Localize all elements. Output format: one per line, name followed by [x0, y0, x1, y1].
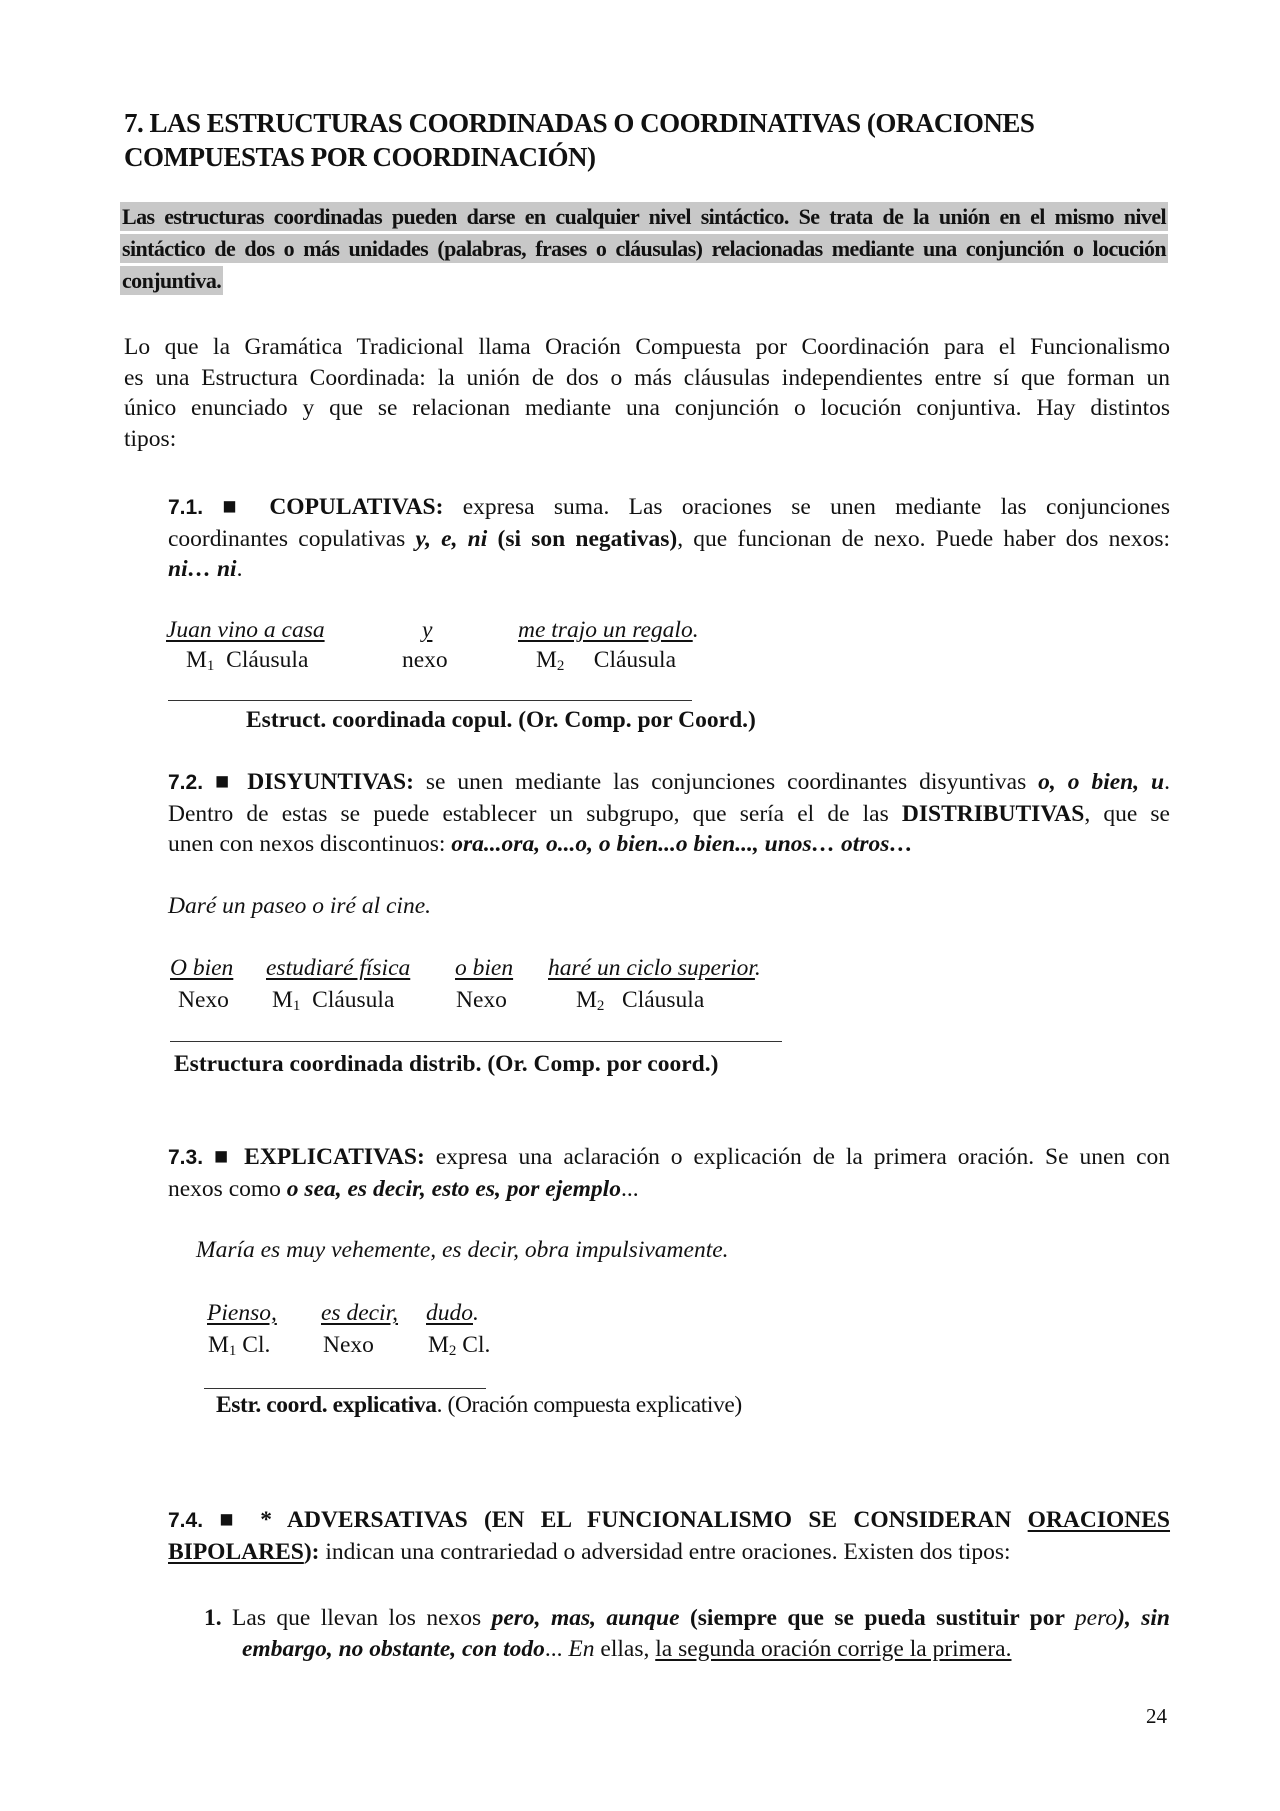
nexos-list: o sea, es decir, esto es, por ejemplo — [286, 1175, 621, 1202]
label-m: M — [186, 647, 207, 673]
item-underlined: la segunda oración corrige la primera. — [655, 1635, 1012, 1662]
label-m2 — [428, 1332, 490, 1360]
item-text: Las que llevan los nexos — [221, 1605, 492, 1631]
label-nexo: nexo — [402, 647, 448, 673]
section-number: 7.3. — [168, 1146, 204, 1169]
label-nexo-1: Nexo — [178, 987, 229, 1013]
section-7-3 — [168, 1142, 1170, 1204]
label-m: M — [536, 647, 557, 673]
label-clausula: Cláusula — [226, 647, 309, 673]
label-clausula: Cláusula — [622, 987, 705, 1013]
label-nexo-2: Nexo — [456, 987, 507, 1013]
example-copulative-line — [166, 617, 325, 644]
section-7-4 — [168, 1505, 1170, 1567]
item-note: ), — [1117, 1605, 1131, 1631]
section-heading: COPULATIVAS: — [269, 494, 444, 520]
example-nexo-2 — [455, 955, 513, 982]
example-sentence: Daré un paseo o iré al cine. — [168, 893, 432, 919]
section-heading: * ADVERSATIVAS (EN EL FUNCIONALISMO SE CONSIDERAN — [260, 1507, 1028, 1533]
example-nexo: O bien — [170, 955, 234, 981]
definition-paragraph — [124, 332, 1170, 454]
label-m: M — [428, 1332, 449, 1358]
period: . — [754, 955, 761, 981]
note-negative: (si son negativas) — [487, 525, 678, 552]
section-number: 7.2. — [168, 771, 204, 794]
period: . — [473, 1300, 479, 1326]
section-text: indican una contrariedad o adversidad entre oraciones. Existen dos tipos: — [319, 1538, 1011, 1565]
section-number: 7.1. — [168, 496, 204, 519]
example-clause-1: Juan vino a casa — [166, 617, 325, 643]
caption-rest: . (Oración compuesta explicative) — [436, 1392, 742, 1418]
bullet-icon: ■ — [222, 494, 250, 520]
label-clausula: Cláusula — [312, 987, 395, 1013]
example-clause-1 — [266, 955, 410, 982]
conjunctions: o, o bien, u — [1038, 769, 1165, 795]
section-7-2 — [168, 767, 1170, 860]
section-text: Dentro de estas se puede establecer un subgrupo, que sería el de las — [168, 800, 902, 827]
definition-line: único enunciado y que se relacionan mediante una conjunción o locución conjuntiva. Hay distintos — [124, 395, 1170, 421]
section-heading: ): — [303, 1538, 320, 1565]
example-clause-2-wrap — [518, 617, 699, 644]
period: . — [692, 617, 699, 643]
label-m: M — [576, 987, 597, 1013]
period: . — [1164, 769, 1170, 795]
label-m: M — [208, 1332, 229, 1358]
label-m1 — [208, 1332, 270, 1360]
item-note: (siempre que se pueda sustituir por — [679, 1605, 1075, 1631]
example-sentence: María es muy vehemente, es decir, obra impulsivamente. — [196, 1237, 729, 1263]
label-sub: 1 — [292, 998, 301, 1014]
bullet-icon: ■ — [214, 769, 236, 795]
example-nexo-y: y — [422, 617, 433, 643]
section-text: , que se — [1084, 800, 1170, 827]
example-clause: dudo — [426, 1300, 473, 1326]
section-text: nexos como — [168, 1175, 287, 1202]
label-m1 — [272, 987, 394, 1015]
label-m2 — [536, 647, 676, 675]
divider-line — [204, 1388, 486, 1389]
section-title — [124, 106, 1034, 174]
example-clause: haré un ciclo superior — [548, 955, 755, 981]
example-nexo — [321, 1300, 398, 1327]
ellipsis: ... — [544, 1635, 563, 1662]
period: . — [236, 556, 243, 582]
section-7-1 — [168, 492, 1170, 585]
section-text: unen con nexos discontinuos: — [168, 831, 452, 857]
label-cl: Cl. — [242, 1332, 271, 1358]
label-sub: 2 — [448, 1343, 457, 1359]
label-m: M — [272, 987, 293, 1013]
example-clause: estudiaré física — [266, 955, 411, 981]
example-clause-2 — [548, 955, 761, 982]
distributivas: DISTRIBUTIVAS — [901, 800, 1085, 827]
example-nexo — [422, 617, 432, 644]
section-number: 7.4. — [168, 1509, 204, 1532]
example-clause-2 — [426, 1300, 479, 1327]
divider-line — [168, 700, 692, 701]
bullet-icon: ■ — [219, 1507, 244, 1533]
label-m2 — [576, 987, 704, 1015]
definition-line: es una Estructura Coordinada: la unión de dos o más cláusulas independientes entre sí que forman un — [124, 364, 1170, 391]
label-clausula: Cláusula — [593, 647, 677, 673]
page-number: 24 — [1146, 1704, 1167, 1728]
section-text: expresa una aclaración o explicación de la primera oración. Se unen con — [424, 1144, 1171, 1170]
label-sub: 1 — [228, 1343, 237, 1359]
highlighted-intro — [120, 201, 1168, 297]
definition-line: tipos: — [124, 425, 177, 452]
section-text: coordinantes copulativas — [168, 525, 416, 552]
nexo-ni: ni… ni — [168, 556, 237, 582]
label-sub: 2 — [556, 658, 565, 674]
nexos-list: sin — [1130, 1605, 1170, 1631]
example-nexo: o bien — [455, 955, 514, 981]
item-pero: pero — [1074, 1605, 1118, 1631]
definition-line: Lo que la Gramática Tradicional llama Oración Compuesta por Coordinación para el Funcionalismo — [124, 334, 1170, 360]
section-text: expresa suma. Las oraciones se unen mediante las conjunciones — [443, 494, 1171, 520]
section-heading-underlined: BIPOLARES — [168, 1538, 304, 1565]
section-heading: EXPLICATIVAS: — [244, 1144, 425, 1170]
section-heading: DISYUNTIVAS: — [247, 769, 414, 795]
section-title-line-1: 7. LAS ESTRUCTURAS COORDINADAS O COORDINATIVAS (ORACIONES — [124, 108, 1035, 138]
label-sub: 2 — [596, 998, 605, 1014]
caption-explicative — [216, 1392, 742, 1419]
intro-text: Las estructuras coordinadas pueden darse en cualquier nivel sintáctico. Se trata de la unión en el mismo nivel sintáctico de dos o más unidades (palabras, frases o cláusulas) relacionadas mediante una conjunción o locución conjuntiva. — [122, 204, 1166, 293]
label-cl: Cl. — [462, 1332, 491, 1358]
label-sub: 1 — [206, 658, 215, 674]
section-heading-underlined: ORACIONES — [1027, 1507, 1171, 1533]
conjunctions: y, e, ni — [415, 525, 488, 552]
item-text: ellas, — [594, 1635, 656, 1662]
list-number: 1. — [204, 1605, 222, 1631]
nexos-list: ora...ora, o...o, o bien...o bien..., unos… otros… — [451, 831, 913, 857]
section-title-line-2: COMPUESTAS POR COORDINACIÓN) — [124, 142, 596, 172]
caption-bold: Estr. coord. explicativa — [216, 1392, 437, 1418]
item-text: En — [562, 1635, 595, 1662]
example-clause: Pienso, — [207, 1300, 277, 1326]
nexos-list: pero, mas, aunque — [491, 1605, 680, 1631]
caption-copulative: Estruct. coordinada copul. (Or. Comp. por Coord.) — [246, 707, 756, 733]
example-clause-2: me trajo un regalo — [518, 617, 693, 643]
example-nexo-1 — [170, 955, 233, 982]
nexos-list: embargo, no obstante, con todo — [242, 1635, 545, 1662]
label-m1 — [186, 647, 308, 675]
caption-distributive: Estructura coordinada distrib. (Or. Comp. por coord.) — [174, 1051, 719, 1077]
bullet-icon: ■ — [213, 1144, 234, 1170]
adversative-item-1 — [204, 1603, 1170, 1664]
example-nexo-es-decir: es decir, — [321, 1300, 399, 1326]
ellipsis: ... — [620, 1175, 639, 1202]
divider-line — [170, 1041, 782, 1042]
example-clause-1 — [207, 1300, 277, 1327]
section-text: , que funcionan de nexo. Puede haber dos nexos: — [677, 525, 1170, 552]
section-text: se unen mediante las conjunciones coordinantes disyuntivas — [413, 769, 1039, 795]
label-nexo: Nexo — [323, 1332, 374, 1358]
